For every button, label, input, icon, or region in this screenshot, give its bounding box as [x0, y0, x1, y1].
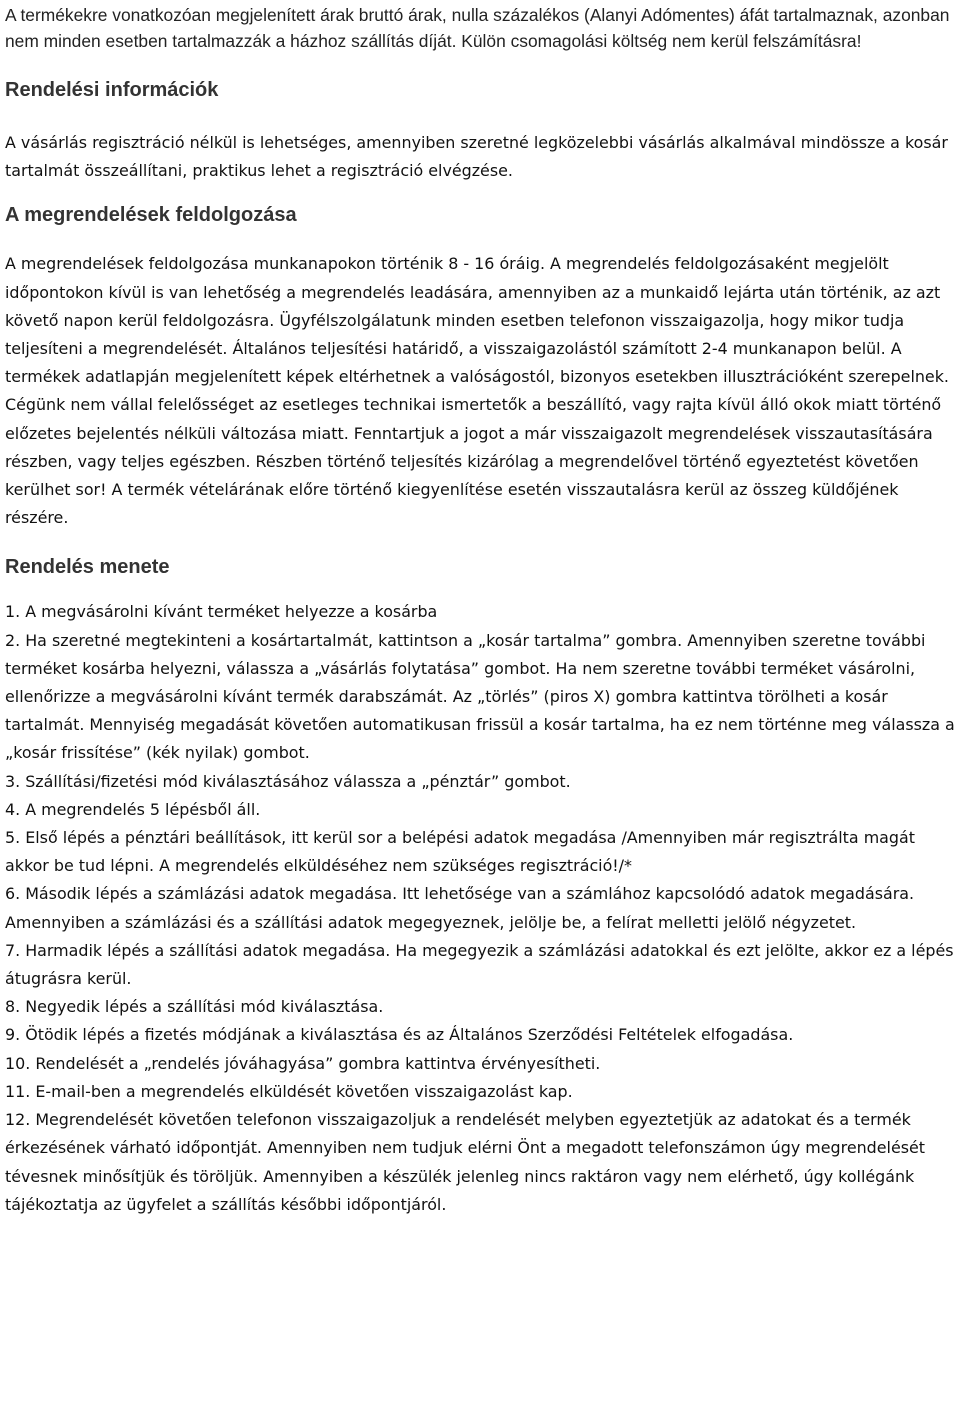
ordering-step: 1. A megvásárolni kívánt terméket helyezze a kosárba	[5, 602, 438, 622]
ordering-steps-list	[5, 598, 960, 1218]
ordering-step: 8. Negyedik lépés a szállítási mód kiválasztása.	[5, 997, 384, 1017]
ordering-step: 11. E-mail-ben a megrendelés elküldését követően visszaigazolást kap.	[5, 1081, 573, 1101]
ordering-step: 9. Ötödik lépés a fizetés módjának a kiválasztása és az Általános Szerződési Feltételek elfogadása.	[5, 1025, 794, 1045]
ordering-step: 4. A megrendelés 5 lépésből áll.	[5, 799, 261, 819]
heading-ordering-process: Rendelés menete	[5, 556, 170, 579]
ordering-step: 10. Rendelését a „rendelés jóváhagyása” gombra kattintva érvényesítheti.	[5, 1053, 601, 1073]
ordering-step: 7. Harmadik lépés a szállítási adatok megadása. Ha megegyezik a számlázási adatokkal és ezt jelölte, akkor ez a lépés átugrásra kerül.	[5, 940, 954, 989]
ordering-step: 2. Ha szeretné megtekinteni a kosártartalmát, kattintson a „kosár tartalma” gombra. Amennyiben szeretne további terméket kosárba helyezni, válassza a „vásárlás folytatása” gombot. Ha nem szeretne további terméket vásárolni, ellenőrizze a megvásárolni kívánt termék darabszámát. Az „törlés” (piros X) gombra kattintva törölheti a kosár tartalmát. Mennyiség megadását követően automatikusan frissül a kosár tartalma, ha ez nem történne meg válassza a „kosár frissítése” (kék nyilak) gombot.	[5, 630, 955, 763]
document-page	[5, 0, 960, 1219]
ordering-step: 6. Második lépés a számlázási adatok megadása. Itt lehetősége van a számlához kapcsolódó adatok megadására. Amennyiben a számlázási és a szállítási adatok megegyeznek, jelölje be, a felírat melletti jelölő négyzetet.	[5, 884, 915, 932]
ordering-step: 3. Szállítási/fizetési mód kiválasztásához válassza a „pénztár” gombot.	[5, 771, 571, 791]
ordering-information-paragraph: A vásárlás regisztráció nélkül is lehetséges, amennyiben szeretné legközelebbi vásárlás alkalmával mindössze a kosár tartalmát összeállítani, praktikus lehet a regisztráció elvégzése.	[5, 133, 948, 181]
order-processing-paragraph: A megrendelések feldolgozása munkanapokon történik 8 - 16 óráig. A megrendelés feldolgozásaként megjelölt időpontokon kívül is van lehetőség a megrendelés leadására, amennyiben az a munkaidő lejárta után történik, az azt követő napon kerül feldolgozásra. Ügyfélszolgálatunk minden esetben telefonon visszaigazolja, hogy mikor tudja teljesíteni a megrendelését. Általános teljesítési határidő, a visszaigazolástól számított 2-4 munkanapon belül. A termékek adatlapján megjelenített képek eltérhetnek a valóságostól, bizonyos esetekben illusztrációként szerepelnek. Cégünk nem vállal felelősséget az esetleges technikai ismertetők a beszállító, vagy rajta kívül álló okok miatt történő előzetes bejelentés nélküli változása miatt. Fenntartjuk a jogot a már visszaigazolt megrendelések visszautasítására részben, vagy teljes egészben. Részben történő teljesítés kizárólag a megrendelővel történő egyeztetést követően kerülhet sor! A termék vételárának előre történő kiegyenlítése esetén visszautalásra kerül az összeg küldőjének részére.	[5, 254, 949, 528]
heading-order-processing: A megrendelések feldolgozása	[5, 204, 297, 227]
intro-paragraph: A termékekre vonatkozóan megjelenített árak bruttó árak, nulla százalékos (Alanyi Adómentes) áfát tartalmaznak, azonban nem minden esetben tartalmazzák a házhoz szállítás díját. Külön csomagolási költség nem kerül felszámításra!	[5, 5, 950, 51]
ordering-step: 12. Megrendelését követően telefonon visszaigazoljuk a rendelését melyben egyeztetjük az adatokat és a termék érkezésének várható időpontját. Amennyiben nem tudjuk elérni Önt a megadott telefonszámon úgy megrendelését tévesnek minősítjük és töröljük. Amennyiben a készülék jelenleg nincs raktáron vagy nem elérhető, úgy kollégánk tájékoztatja az ügyfelet a szállítás későbbi időpontjáról.	[5, 1110, 926, 1214]
heading-ordering-information: Rendelési információk	[5, 79, 219, 101]
ordering-step: 5. Első lépés a pénztári beállítások, itt kerül sor a belépési adatok megadása /Amennyiben már regisztrálta magát akkor be tud lépni. A megrendelés elküldéséhez nem szükséges regisztráció!/*	[5, 828, 915, 876]
